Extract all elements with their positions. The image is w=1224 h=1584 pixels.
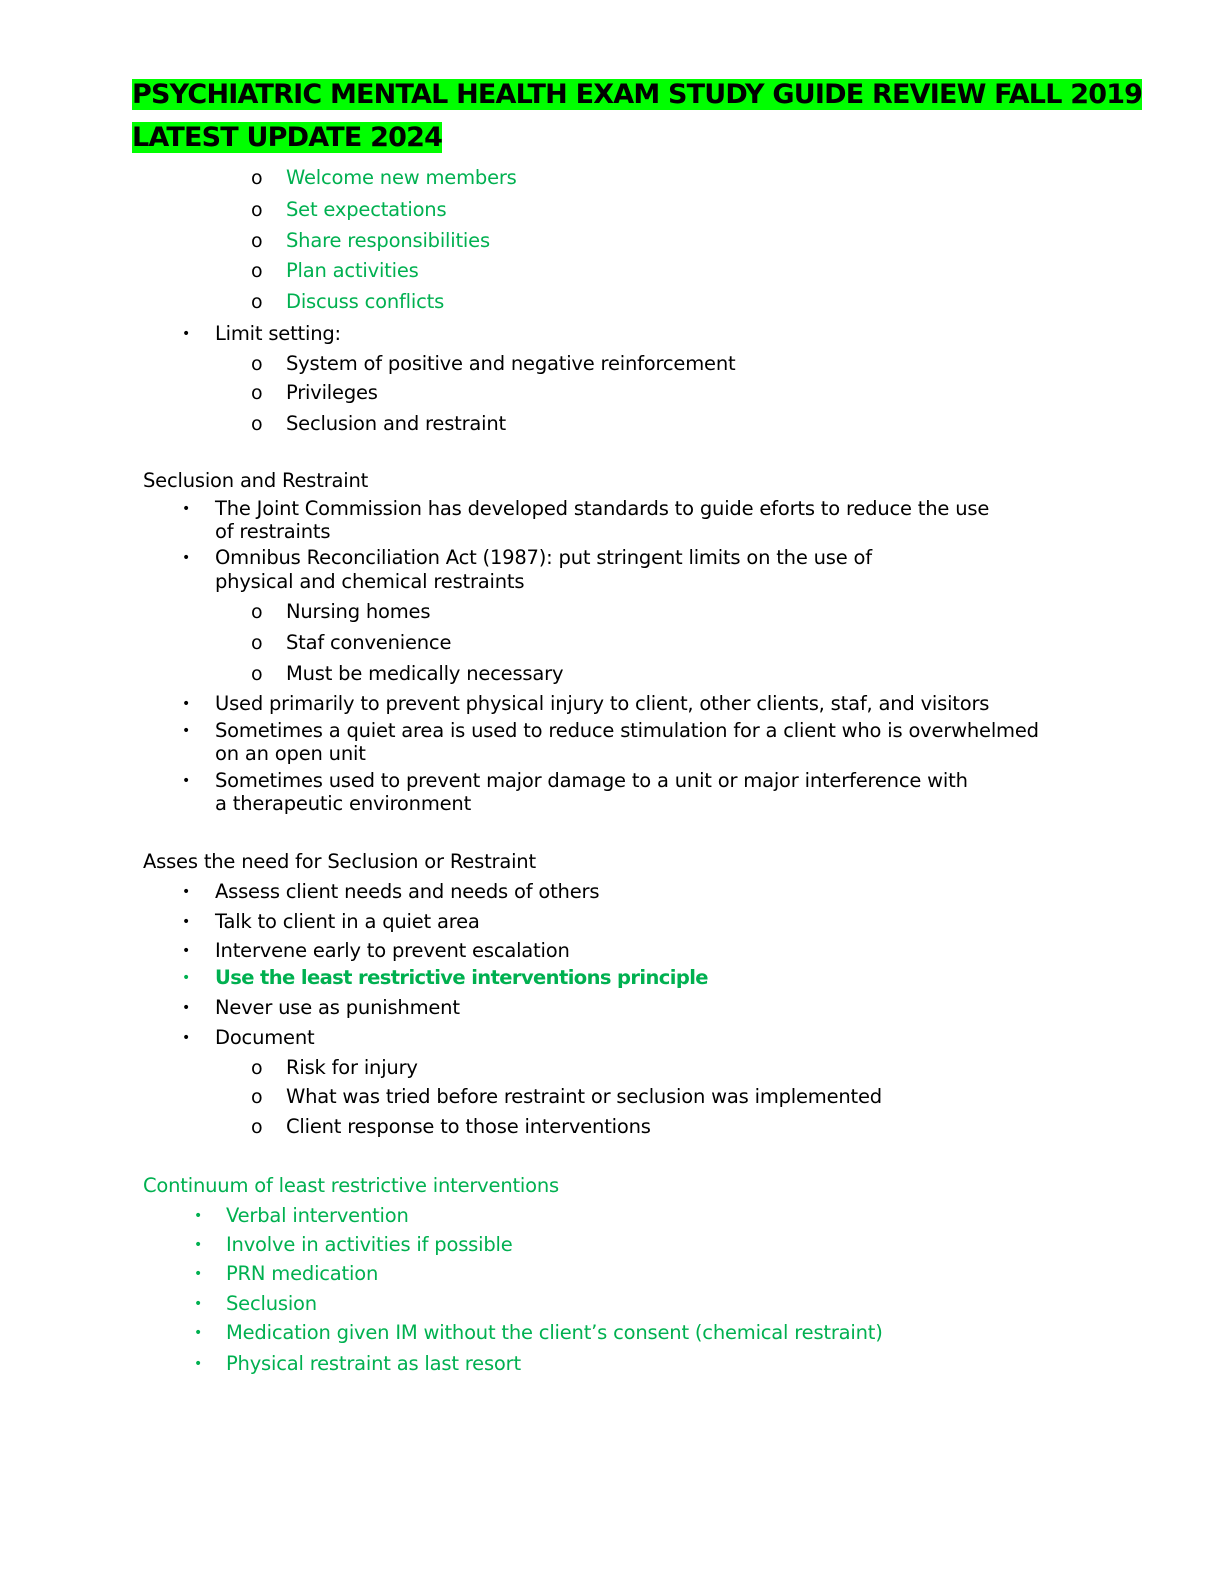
- list-item: Set expectations: [286, 198, 447, 221]
- list-item: Client response to those interventions: [286, 1115, 651, 1138]
- title-line-2: LATEST UPDATE 2024: [132, 122, 443, 153]
- list-item: Involve in activities if possible: [226, 1233, 513, 1256]
- bullet-marker: •: [194, 1325, 203, 1341]
- bullet-marker: •: [182, 723, 191, 739]
- sub-marker: o: [251, 199, 263, 221]
- list-item: Plan activities: [286, 259, 419, 282]
- sub-marker: o: [251, 353, 263, 375]
- list-item: Seclusion and restraint: [286, 412, 507, 435]
- bullet-marker: •: [194, 1208, 203, 1224]
- list-item-continued: on an open unit: [215, 742, 366, 765]
- list-item: Welcome new members: [286, 166, 517, 189]
- bullet-marker: •: [182, 1000, 191, 1016]
- bullet-marker: •: [194, 1266, 203, 1282]
- list-item: Talk to client in a quiet area: [215, 910, 480, 933]
- sub-marker: o: [251, 167, 263, 189]
- bullet-marker: •: [182, 884, 191, 900]
- list-item: Share responsibilities: [286, 229, 490, 252]
- sub-marker: o: [251, 413, 263, 435]
- sub-marker: o: [251, 1086, 263, 1108]
- bullet-marker: •: [182, 1030, 191, 1046]
- sub-marker: o: [251, 382, 263, 404]
- list-item: Limit setting:: [215, 322, 341, 345]
- list-item: Privileges: [286, 381, 378, 404]
- list-item: The Joint Commission has developed standards to guide eforts to reduce the use: [215, 497, 990, 520]
- list-item: Used primarily to prevent physical injury to client, other clients, staf, and visitors: [215, 692, 990, 715]
- list-item: Document: [215, 1026, 315, 1049]
- bullet-marker: •: [182, 501, 191, 517]
- list-item: Verbal intervention: [226, 1204, 409, 1227]
- list-item: Medication given IM without the client’s consent (chemical restraint): [226, 1321, 883, 1344]
- title-line-1: PSYCHIATRIC MENTAL HEALTH EXAM STUDY GUIDE REVIEW FALL 2019: [132, 79, 1143, 110]
- bullet-marker: •: [182, 326, 191, 342]
- section-heading: Seclusion and Restraint: [143, 469, 369, 492]
- list-item: Sometimes used to prevent major damage to a unit or major interference with: [215, 769, 968, 792]
- list-item: Sometimes a quiet area is used to reduce stimulation for a client who is overwhelmed: [215, 719, 1039, 742]
- sub-marker: o: [251, 601, 263, 623]
- list-item-continued: of restraints: [215, 520, 331, 543]
- page-title: [132, 73, 1192, 159]
- bullet-marker: •: [182, 970, 191, 986]
- list-item: Physical restraint as last resort: [226, 1352, 521, 1375]
- list-item: Risk for injury: [286, 1056, 418, 1079]
- bullet-marker: •: [182, 914, 191, 930]
- list-item: Nursing homes: [286, 600, 431, 623]
- list-item: Discuss conflicts: [286, 290, 445, 313]
- section-heading: Asses the need for Seclusion or Restraint: [143, 850, 536, 873]
- bullet-marker: •: [182, 943, 191, 959]
- bullet-marker: •: [194, 1356, 203, 1372]
- list-item-continued: a therapeutic environment: [215, 792, 472, 815]
- bullet-marker: •: [182, 773, 191, 789]
- sub-marker: o: [251, 1116, 263, 1138]
- sub-marker: o: [251, 1057, 263, 1079]
- bullet-marker: •: [182, 550, 191, 566]
- list-item: Seclusion: [226, 1292, 317, 1315]
- list-item: Never use as punishment: [215, 996, 460, 1019]
- bullet-marker: •: [194, 1237, 203, 1253]
- sub-marker: o: [251, 632, 263, 654]
- list-item: What was tried before restraint or seclusion was implemented: [286, 1085, 882, 1108]
- sub-marker: o: [251, 663, 263, 685]
- list-item: Must be medically necessary: [286, 662, 564, 685]
- list-item-continued: physical and chemical restraints: [215, 570, 525, 593]
- list-item: PRN medication: [226, 1262, 379, 1285]
- sub-marker: o: [251, 291, 263, 313]
- bullet-marker: •: [182, 696, 191, 712]
- sub-marker: o: [251, 260, 263, 282]
- section-heading: Continuum of least restrictive interventions: [143, 1174, 559, 1197]
- list-item-highlighted: Use the least restrictive interventions principle: [215, 966, 708, 989]
- sub-marker: o: [251, 230, 263, 252]
- list-item: System of positive and negative reinforcement: [286, 352, 736, 375]
- bullet-marker: •: [194, 1296, 203, 1312]
- list-item: Staf convenience: [286, 631, 452, 654]
- list-item: Omnibus Reconciliation Act (1987): put stringent limits on the use of: [215, 546, 872, 569]
- list-item: Intervene early to prevent escalation: [215, 939, 570, 962]
- list-item: Assess client needs and needs of others: [215, 880, 600, 903]
